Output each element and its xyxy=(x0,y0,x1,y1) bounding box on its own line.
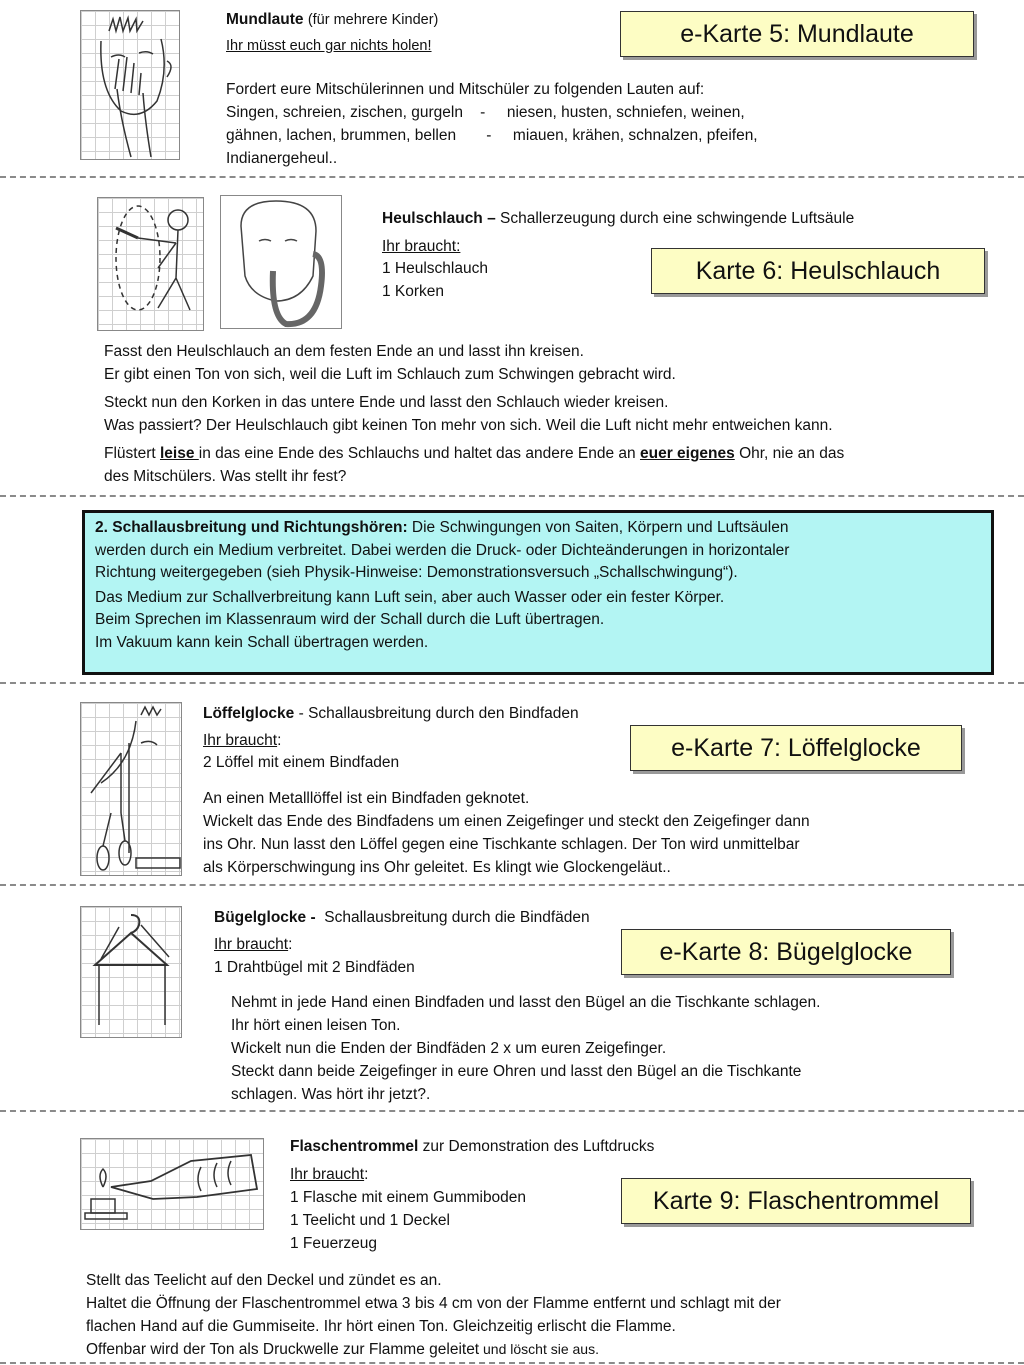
card7-need xyxy=(203,729,281,752)
card8-badge: e-Karte 8: Bügelglocke xyxy=(621,929,951,975)
card6-p3-e: Ohr, nie an das xyxy=(734,445,845,462)
section-divider xyxy=(0,682,1024,684)
card9-line xyxy=(86,1338,781,1361)
card6-p3-emph: leise xyxy=(159,445,199,462)
card6-p3-emph: euer eigenes xyxy=(639,445,735,462)
card9-need-colon: : xyxy=(364,1166,369,1183)
section-divider xyxy=(0,176,1024,178)
card8-line: Ihr hört einen leisen Ton. xyxy=(231,1017,401,1034)
tube-mouth-illustration xyxy=(220,195,342,329)
info-line: Beim Sprechen im Klassenraum wird der Schall durch die Luft übertragen. xyxy=(95,611,605,628)
card5-body xyxy=(226,78,758,170)
info-line: Im Vakuum kann kein Schall übertragen werden. xyxy=(95,633,429,651)
section-divider xyxy=(0,884,1024,886)
card7-need-colon: : xyxy=(277,732,282,749)
card7-item: 2 Löffel mit einem Bindfaden xyxy=(203,754,400,771)
section-divider xyxy=(0,495,1024,497)
bottle-drum-illustration xyxy=(80,1138,264,1230)
card5-line: Singen, schreien, zischen, gurgeln - niesen, husten, schniefen, weinen, xyxy=(226,104,745,121)
face-with-hand-icon xyxy=(81,11,179,159)
card7-line: Wickelt das Ende des Bindfadens um einen Zeigefinger und steckt den Zeigefinger dann xyxy=(203,813,810,830)
card5-title: Mundlaute xyxy=(226,11,304,28)
card6-badge: Karte 6: Heulschlauch xyxy=(651,248,985,294)
card6-body xyxy=(104,340,844,488)
card5-line: Fordert eure Mitschülerinnen und Mitschüler zu folgenden Lauten auf: xyxy=(226,81,705,98)
section-divider xyxy=(0,1362,1024,1364)
card9-title: Flaschentrommel xyxy=(290,1138,419,1155)
card6-line: Was passiert? Der Heulschlauch gibt keinen Ton mehr von sich. Weil die Luft nicht mehr entweichen kann. xyxy=(104,417,833,434)
card8-title: Bügelglocke - xyxy=(214,909,316,926)
card9-line: Haltet die Öffnung der Flaschentrommel etwa 3 bis 4 cm von der Flamme entfernt und schlagt mit der xyxy=(86,1295,781,1312)
card8-line: schlagen. Was hört ihr jetzt?. xyxy=(231,1086,431,1103)
card5-line: gähnen, lachen, brummen, bellen - miauen, krähen, schnalzen, pfeifen, xyxy=(226,127,758,144)
whirling-tube-person-illustration xyxy=(97,197,204,331)
card6-heading xyxy=(382,207,854,230)
card9-last-a: Offenbar wird der Ton als Druckwelle zur Flamme geleitet xyxy=(86,1341,480,1358)
card6-p3-c: in das eine Ende des Schlauchs und haltet das andere Ende an xyxy=(198,445,640,462)
card7-line: ins Ohr. Nun lasst den Löffel gegen eine Tischkante schlagen. Der Ton wird unmittelbar xyxy=(203,836,800,853)
spoon-bell-illustration xyxy=(80,702,182,876)
card8-need-label: Ihr braucht xyxy=(214,936,289,953)
card9-item: 1 Flasche mit einem Gummiboden xyxy=(290,1189,527,1206)
card7-subtitle: - Schallausbreitung durch den Bindfaden xyxy=(294,705,579,722)
card6-line: Steckt nun den Korken in das untere Ende und lasst den Schlauch wieder kreisen. xyxy=(104,394,669,411)
info-line xyxy=(95,517,991,540)
card7-line: als Körperschwingung ins Ohr geleitet. Es klingt wie Glockengeläut.. xyxy=(203,859,671,876)
card6-line xyxy=(104,442,844,465)
card6-item: 1 Heulschlauch xyxy=(382,260,488,277)
card8-need-colon: : xyxy=(288,936,293,953)
card5-badge: e-Karte 5: Mundlaute xyxy=(620,11,974,57)
card5-heading xyxy=(226,8,438,32)
info-text: Die Schwingungen von Saiten, Körpern und Luftsäulen xyxy=(407,519,789,536)
card9-need-label: Ihr braucht xyxy=(290,1166,365,1183)
card7-title: Löffelglocke xyxy=(203,705,295,722)
person-swinging-tube-icon xyxy=(98,198,203,330)
card6-item: 1 Korken xyxy=(382,283,445,300)
card6-line: Er gibt einen Ton von sich, weil die Luft im Schlauch zum Schwingen gebracht wird. xyxy=(104,366,676,383)
card6-line: Fasst den Heulschlauch an dem festen Ende an und lasst ihn kreisen. xyxy=(104,343,584,360)
face-with-tube-icon xyxy=(221,196,341,328)
hanger-bell-illustration xyxy=(80,906,182,1038)
card6-need-label: Ihr braucht: xyxy=(382,238,461,255)
card8-subtitle: Schallausbreitung durch die Bindfäden xyxy=(315,909,590,926)
card9-item: 1 Teelicht und 1 Deckel xyxy=(290,1212,450,1229)
card5-subtitle: (für mehrere Kinder) xyxy=(307,12,439,28)
hanger-icon xyxy=(81,907,181,1037)
info-heading: 2. Schallausbreitung und Richtungshören: xyxy=(95,519,408,536)
card5-line: Indianergeheul.. xyxy=(226,150,338,167)
card8-need xyxy=(214,933,292,956)
card6-p3-a: Flüstert xyxy=(104,445,160,462)
info-line: werden durch ein Medium verbreitet. Dabei werden die Druck- oder Dichteänderungen in horizontaler xyxy=(95,541,790,559)
card7-badge: e-Karte 7: Löffelglocke xyxy=(630,725,962,771)
card9-last-b: und löscht sie aus. xyxy=(479,1341,599,1357)
card9-body xyxy=(86,1269,781,1361)
bottle-and-candle-icon xyxy=(81,1139,263,1229)
card8-item: 1 Drahtbügel mit 2 Bindfäden xyxy=(214,959,415,976)
card9-item: 1 Feuerzeug xyxy=(290,1235,378,1252)
card9-need xyxy=(290,1163,368,1186)
card5-need: Ihr müsst euch gar nichts holen! xyxy=(226,38,432,54)
card8-line: Wickelt nun die Enden der Bindfäden 2 x um euren Zeigefinger. xyxy=(231,1040,667,1057)
card7-heading xyxy=(203,702,579,725)
info-line: Richtung weitergegeben (sieh Physik-Hinweise: Demonstrationsversuch „Schallschwingung“). xyxy=(95,564,738,581)
card8-body xyxy=(231,991,820,1106)
card9-heading xyxy=(290,1135,654,1158)
card8-line: Steckt dann beide Zeigefinger in eure Ohren und lasst den Bügel an die Tischkante xyxy=(231,1063,802,1080)
card9-badge: Karte 9: Flaschentrommel xyxy=(621,1178,971,1224)
card6-title: Heulschlauch – xyxy=(382,210,496,227)
card6-subtitle: Schallerzeugung durch eine schwingende Luftsäule xyxy=(500,210,855,227)
mouth-sounds-illustration xyxy=(80,10,180,160)
info-box xyxy=(82,510,994,675)
info-line: Das Medium zur Schallverbreitung kann Luft sein, aber auch Wasser oder ein fester Körper. xyxy=(95,588,725,606)
card9-line: flachen Hand auf die Gummiseite. Ihr hört einen Ton. Gleichzeitig erlischt die Flamme. xyxy=(86,1318,676,1335)
section-divider xyxy=(0,1110,1024,1112)
card7-need-label: Ihr braucht xyxy=(203,732,278,749)
card8-line: Nehmt in jede Hand einen Bindfaden und lasst den Bügel an die Tischkante schlagen. xyxy=(231,994,821,1011)
face-with-spoons-icon xyxy=(81,703,181,875)
card6-line: des Mitschülers. Was stellt ihr fest? xyxy=(104,468,347,485)
card7-body xyxy=(203,787,810,879)
card9-line: Stellt das Teelicht auf den Deckel und zündet es an. xyxy=(86,1272,442,1289)
card7-line: An einen Metalllöffel ist ein Bindfaden geknotet. xyxy=(203,790,530,807)
card9-subtitle: zur Demonstration des Luftdrucks xyxy=(418,1138,655,1155)
card8-heading xyxy=(214,906,590,929)
